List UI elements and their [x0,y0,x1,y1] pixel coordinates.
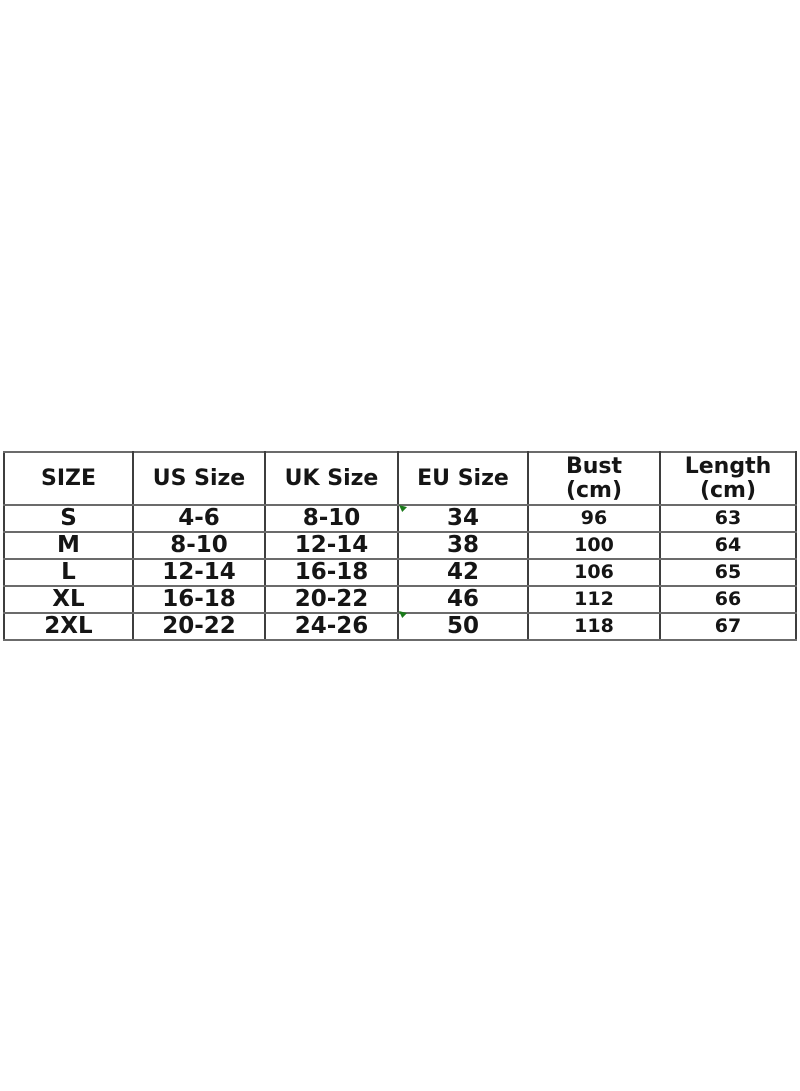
header-uk-size-label: UK Size [284,465,379,491]
header-length-unit: (cm) [699,477,757,503]
cell-us-size: 4-6 [133,505,265,532]
cell-eu-size: 42 [398,559,528,586]
cell-uk-size: 12-14 [265,532,398,559]
size-row-l [4,559,796,586]
header-size-label: SIZE [40,465,96,491]
size-row-2xl [4,613,796,640]
cell-bust-cm: 112 [528,586,660,613]
cell-length-cm: 64 [660,532,796,559]
cell-size-label: L [4,559,133,586]
header-size [4,452,133,505]
cell-uk-size: 16-18 [265,559,398,586]
cell-eu-size: 38 [398,532,528,559]
header-length [660,452,796,505]
cell-bust-cm: 96 [528,505,660,532]
cell-size-label: S [4,505,133,532]
cell-bust-cm: 106 [528,559,660,586]
header-uk-size [265,452,398,505]
cell-size-label: XL [4,586,133,613]
cell-us-size: 20-22 [133,613,265,640]
cell-us-size: 16-18 [133,586,265,613]
cell-size-label: M [4,532,133,559]
cell-length-cm: 63 [660,505,796,532]
cell-us-size: 12-14 [133,559,265,586]
size-chart-header-row [4,452,796,505]
cell-us-size: 8-10 [133,532,265,559]
cell-bust-cm: 118 [528,613,660,640]
header-bust-unit: (cm) [565,477,623,503]
cell-eu-size: 46 [398,586,528,613]
cell-eu-size: 50 [398,613,528,640]
cell-uk-size: 8-10 [265,505,398,532]
cell-bust-cm: 100 [528,532,660,559]
cell-length-cm: 67 [660,613,796,640]
header-us-size-label: US Size [152,465,246,491]
size-row-s [4,505,796,532]
cell-eu-size: 34 [398,505,528,532]
cell-length-cm: 65 [660,559,796,586]
header-eu-size [398,452,528,505]
cell-uk-size: 20-22 [265,586,398,613]
size-row-m [4,532,796,559]
cell-uk-size: 24-26 [265,613,398,640]
cell-length-cm: 66 [660,586,796,613]
header-us-size [133,452,265,505]
header-bust-label: Bust [565,453,623,479]
size-row-xl [4,586,796,613]
cell-size-label: 2XL [4,613,133,640]
header-bust [528,452,660,505]
header-length-label: Length [684,453,772,479]
header-eu-size-label: EU Size [417,465,509,491]
